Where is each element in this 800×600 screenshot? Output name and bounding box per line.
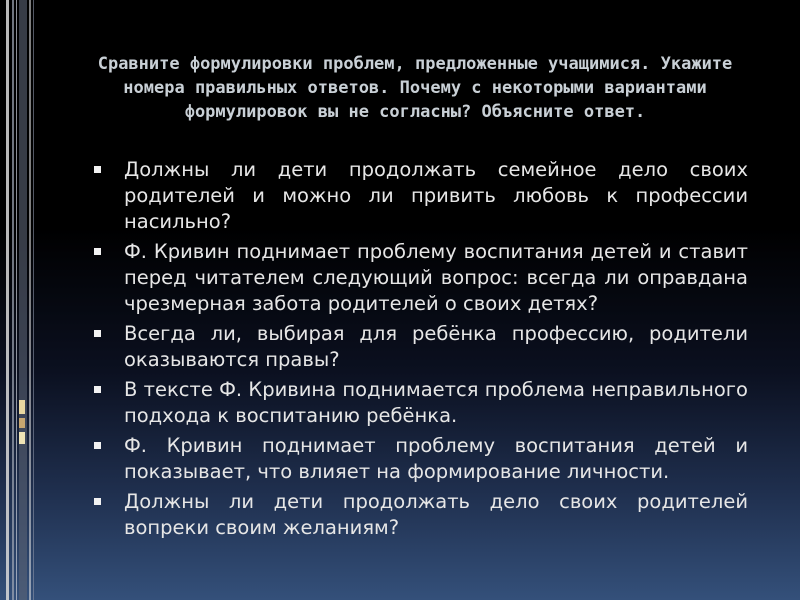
stripe-accent	[19, 400, 25, 414]
list-item-text: Должны ли дети продолжать семейное дело своих родителей и можно ли привить любовь к профессии насильно?	[124, 158, 748, 233]
stripe-accent	[19, 432, 25, 444]
stripe-line	[29, 0, 31, 600]
list-item	[94, 377, 748, 429]
stripe-band	[19, 0, 27, 600]
list-item	[94, 157, 748, 235]
list-item	[94, 321, 748, 373]
bullet-marker	[94, 166, 101, 173]
list-item	[94, 433, 748, 485]
list-item-text: Всегда ли, выбирая для ребёнка профессию, родители оказываются правы?	[124, 322, 748, 371]
bullet-marker	[94, 248, 101, 255]
list-item-text: Должны ли дети продолжать дело своих родителей вопреки своим желаниям?	[124, 490, 748, 539]
bullet-marker	[94, 330, 101, 337]
stripe-line	[16, 0, 17, 600]
list-item	[94, 239, 748, 317]
list-item	[94, 489, 748, 541]
list-item-text: В тексте Ф. Кривина поднимается проблема неправильного подхода к воспитанию ребёнка.	[124, 378, 748, 427]
bullet-marker	[94, 386, 101, 393]
stripe-line	[12, 0, 14, 600]
slide-title: Сравните формулировки проблем, предложенные учащимися. Укажите номера правильных ответов. Почему с некоторыми вариантами формулировок вы не согласны? Объясните ответ.	[97, 54, 733, 122]
bullet-list	[94, 157, 748, 545]
bullet-marker	[94, 442, 101, 449]
stripe-line	[33, 0, 34, 600]
stripe-accent	[19, 418, 25, 428]
list-item-text: Ф. Кривин поднимает проблему воспитания детей и ставит перед читателем следующий вопрос: всегда ли оправдана чрезмерная забота родителей о своих детях?	[124, 240, 748, 315]
decorative-stripes	[0, 0, 36, 600]
bullet-marker	[94, 498, 101, 505]
list-item-text: Ф. Кривин поднимает проблему воспитания детей и показывает, что влияет на формирование личности.	[124, 434, 748, 483]
stripe-line	[6, 0, 9, 600]
